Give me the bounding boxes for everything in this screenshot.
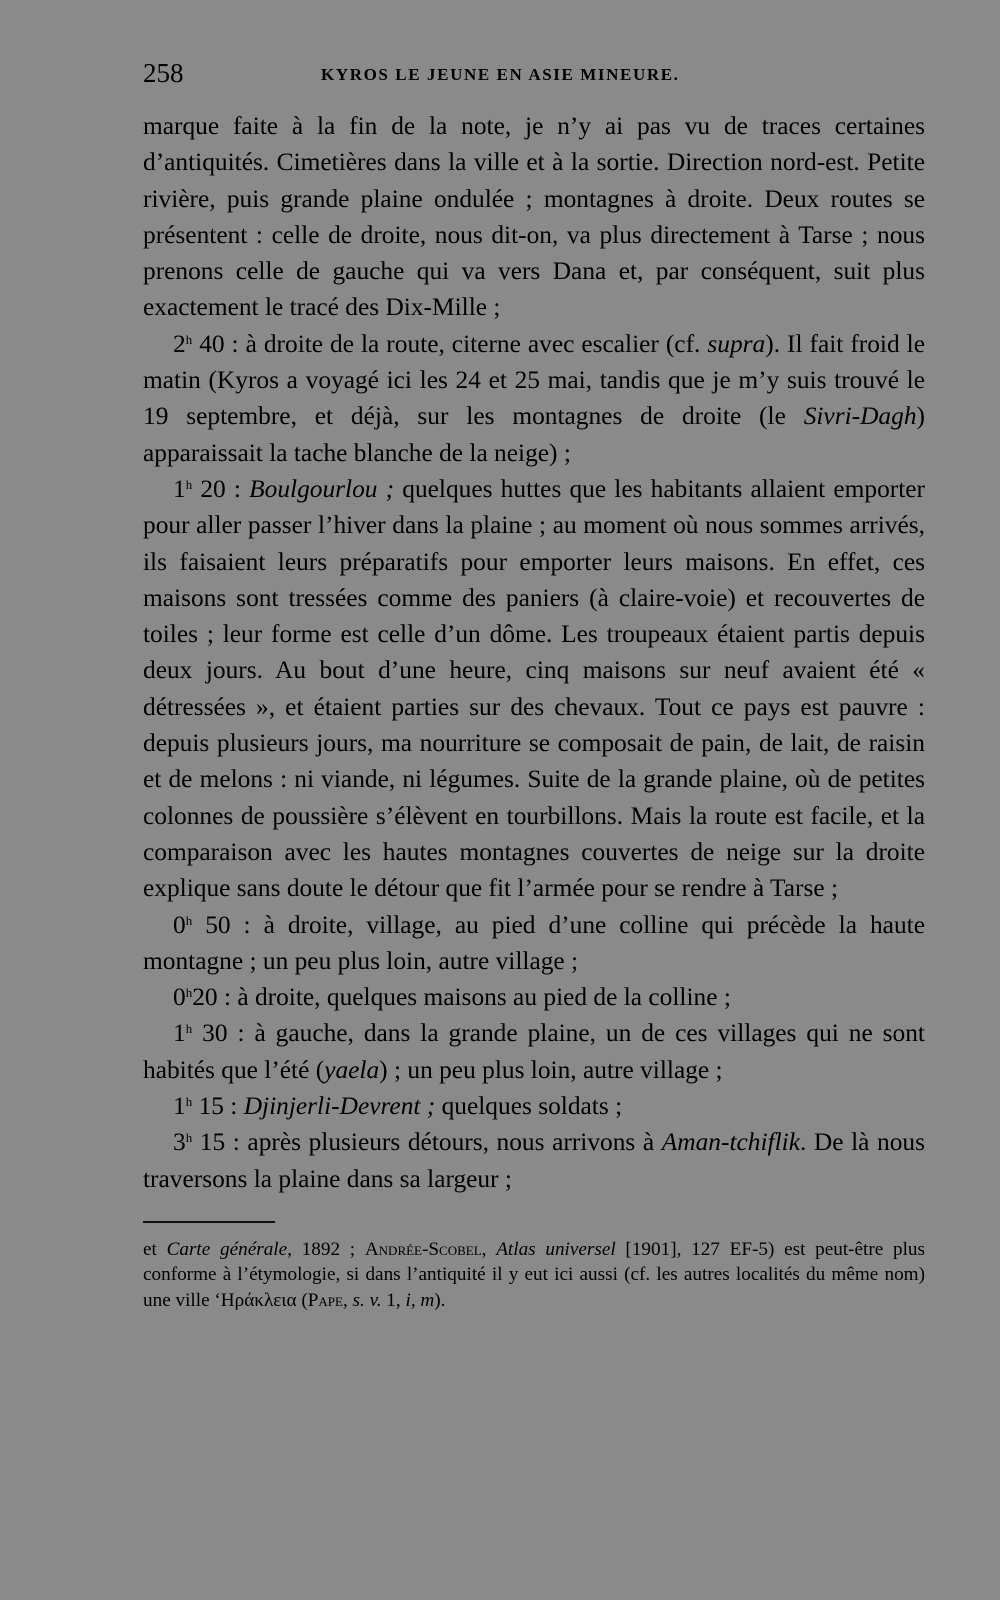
hour-mark: h <box>185 1094 193 1110</box>
italic-term: yaela <box>324 1055 380 1084</box>
entry-text: quelques huttes que les habitants allaient emporter pour aller passer l’hiver dans la plaine ; au moment où nous sommes arrivés, ils faisaient leurs préparatifs pour emporter leurs maisons. En effet, ces maisons sont tressées comme des paniers (à claire-voie) et recouvertes de toiles ; leur forme est celle d’un dôme. Les troupeaux étaient partis depuis deux jours. Au bout d’une heure, cinq maisons sur neuf avaient été « détressées », et étaient parties sur des chevaux. Tout ce pays est pauvre : depuis plusieurs jours, ma nourriture se composait de pain, de lait, de raisin et de melons : ni viande, ni légumes. Suite de la grande plaine, où de petites colonnes de poussière s’élèvent en tourbillons. Mais la route est facile, et la comparaison avec les hautes montagnes couvertes de neige sur la droite explique sans doute le détour que fit l’armée pour se rendre à Tarse ; <box>143 474 925 903</box>
entry-text: ). Il fait froid le matin (Kyros a voyagé ici les 24 et 25 mai, tandis que je m’y suis trouvé le 19 septembre, et déjà, sur les montagnes de droite (le <box>143 329 925 431</box>
footnote-text: [1901], 127 EF-5) est peut-être plus conforme à l’étymologie, si dans l’antiquité il y eut ici aussi (cf. les autres localités du même nom) une ville ‘Ηράκλεια ( <box>143 1238 925 1311</box>
entry-text: : à droite de la route, citerne avec escalier (cf. <box>224 329 708 358</box>
body-text <box>143 108 925 1197</box>
minutes: 15 <box>199 1128 226 1157</box>
footnote-italic: i, m <box>405 1289 435 1311</box>
page-number: 258 <box>143 58 184 88</box>
time-stamp <box>173 983 218 1011</box>
footnote-italic: Carte générale, <box>166 1238 292 1260</box>
place-name: Djinjerli-Devrent ; <box>243 1092 436 1121</box>
time-stamp <box>173 330 225 358</box>
hour-mark: h <box>185 1021 193 1037</box>
running-title: KYROS LE JEUNE EN ASIE MINEURE. <box>321 65 680 84</box>
hour-mark: h <box>185 912 193 928</box>
hour-mark: h <box>185 476 193 492</box>
hours: 0 <box>173 910 186 939</box>
hours: 1 <box>173 474 186 503</box>
place-name: Sivri-Dagh <box>803 402 917 431</box>
time-stamp <box>173 475 226 503</box>
entry-text: quelques soldats ; <box>435 1092 623 1121</box>
itinerary-entry <box>143 1088 925 1124</box>
itinerary-entry <box>143 907 925 980</box>
entry-text: : à gauche, dans la grande plaine, un de ces villages qui ne sont habités que l’été ( <box>143 1019 925 1084</box>
itinerary-entry <box>143 326 925 471</box>
minutes: 20 <box>192 983 218 1012</box>
time-stamp <box>173 911 231 939</box>
footnote-text: et <box>143 1238 167 1260</box>
hours: 0 <box>173 983 186 1012</box>
footnote-text: , <box>342 1289 353 1311</box>
entry-text: : <box>225 474 250 503</box>
minutes: 15 <box>198 1092 224 1121</box>
entry-text: : après plusieurs détours, nous arrivons à <box>225 1128 662 1157</box>
entry-text: ) ; un peu plus loin, autre village ; <box>379 1055 723 1084</box>
italic-term: supra <box>707 329 766 358</box>
footnote-author: Andrée-Scobel <box>364 1238 482 1260</box>
minutes: 40 <box>199 329 225 358</box>
book-page <box>143 58 925 1558</box>
entry-text: : à droite, quelques maisons au pied de la colline ; <box>217 983 731 1012</box>
entry-text: : <box>223 1092 244 1121</box>
entry-text: ) apparaissait la tache blanche de la neige) ; <box>143 402 925 467</box>
footnote-text: 1, <box>381 1289 406 1311</box>
hours: 2 <box>173 329 186 358</box>
running-head <box>143 58 925 98</box>
hours: 1 <box>173 1092 186 1121</box>
entry-text: . De là nous traversons la plaine dans sa largeur ; <box>143 1128 925 1193</box>
hour-mark: h <box>185 985 193 1001</box>
place-name: Aman-tchiflik <box>661 1128 800 1157</box>
paragraph-continuation: marque faite à la fin de la note, je n’y ai pas vu de traces certaines d’antiquités. Cimetières dans la ville et à la sortie. Direction nord-est. Petite rivière, puis grande plaine ondulée ; montagnes à droite. Deux routes se présentent : celle de droite, nous dit-on, va plus directement à Tarse ; nous prenons celle de gauche qui va vers Dana et, par conséquent, suit plus exactement le tracé des Dix-Mille ; <box>143 112 925 322</box>
footnote <box>143 1237 925 1314</box>
hour-mark: h <box>185 331 193 347</box>
itinerary-entry <box>143 1015 925 1088</box>
time-stamp <box>173 1019 228 1047</box>
footnote-text: ). <box>434 1289 446 1311</box>
footnote-italic: Atlas universel <box>496 1238 616 1260</box>
entry-text: : à droite, village, au pied d’une colline qui précède la haute montagne ; un peu plus loin, autre village ; <box>143 910 925 975</box>
minutes: 20 <box>200 474 226 503</box>
footnote-author: Pape <box>307 1289 343 1311</box>
footnote-text: 1892 ; <box>291 1238 365 1260</box>
minutes: 50 <box>205 910 231 939</box>
itinerary-entry <box>143 979 925 1015</box>
hour-mark: h <box>185 1130 193 1146</box>
hours: 1 <box>173 1019 186 1048</box>
time-stamp <box>173 1092 224 1120</box>
footnote-divider <box>143 1221 275 1223</box>
hours: 3 <box>173 1128 186 1157</box>
itinerary-entry <box>143 1124 925 1197</box>
place-name: Boulgourlou ; <box>249 474 395 503</box>
minutes: 30 <box>202 1019 228 1048</box>
footnote-italic: s. v. <box>352 1289 382 1311</box>
itinerary-entry <box>143 471 925 907</box>
footnote-text: , <box>481 1238 497 1260</box>
time-stamp <box>173 1128 225 1156</box>
